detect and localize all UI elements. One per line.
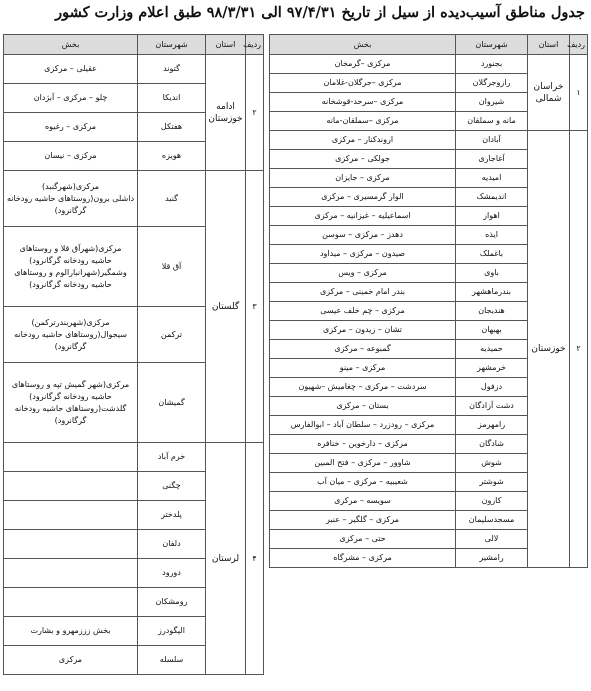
flood-table-left bbox=[3, 34, 264, 675]
county-cell: سلسله bbox=[138, 646, 206, 675]
table-row bbox=[4, 55, 264, 84]
district-cell: بستان – مرکزی bbox=[270, 397, 456, 416]
district-cell: اسماعیلیه – غیزانیه – مرکزی bbox=[270, 207, 456, 226]
table-body bbox=[270, 55, 588, 568]
county-cell: امیدیه bbox=[456, 169, 528, 188]
county-cell: بهبهان bbox=[456, 321, 528, 340]
district-cell: مرکزی – رغیوه bbox=[4, 113, 138, 142]
county-cell: اهواز bbox=[456, 207, 528, 226]
district-cell: بخش زززمهرو و بشارت bbox=[4, 617, 138, 646]
district-cell: حتی – مرکزی bbox=[270, 530, 456, 549]
district-cell: گمبوعه – مرکزی bbox=[270, 340, 456, 359]
county-cell: هویزه bbox=[138, 142, 206, 171]
flood-table-right bbox=[269, 34, 588, 568]
header-county: شهرستان bbox=[456, 35, 528, 55]
county-cell: هندیجان bbox=[456, 302, 528, 321]
district-cell: مرکزی(شهرگنبد) داشلی برون(روستاهای حاشیه رودخانه گرگانرود) bbox=[4, 171, 138, 227]
row-number-cell: ۳ bbox=[246, 171, 264, 443]
county-cell: شوش bbox=[456, 454, 528, 473]
district-cell: اروندکنار – مرکزی bbox=[270, 131, 456, 150]
district-cell: مرکزی(شهرآق قلا و روستاهای حاشیه رودخانه گرگانرود) وشمگیر(شهرانبارالوم و روستاهای حاشیه رودخانه گرگانرود) bbox=[4, 227, 138, 307]
county-cell: رامهرمز bbox=[456, 416, 528, 435]
district-cell bbox=[4, 588, 138, 617]
county-cell: شادگان bbox=[456, 435, 528, 454]
county-cell: چگنی bbox=[138, 472, 206, 501]
province-cell: خراسان شمالی bbox=[528, 55, 570, 131]
district-cell bbox=[4, 443, 138, 472]
district-cell: جولکی – مرکزی bbox=[270, 150, 456, 169]
province-cell: خوزستان bbox=[528, 131, 570, 568]
table-header-row bbox=[4, 35, 264, 55]
county-cell: کارون bbox=[456, 492, 528, 511]
county-cell: الیگودرز bbox=[138, 617, 206, 646]
county-cell: لالی bbox=[456, 530, 528, 549]
county-cell: رامشیر bbox=[456, 549, 528, 568]
province-cell: ادامه خوزستان bbox=[206, 55, 246, 171]
district-cell: مرکزی –سرحد-قوشخانه bbox=[270, 93, 456, 112]
county-cell: شیروان bbox=[456, 93, 528, 112]
row-number-cell: ۲ bbox=[570, 131, 588, 568]
county-cell: حمیدیه bbox=[456, 340, 528, 359]
district-cell: مرکزی – رودزرد – سلطان آباد – ابوالفارس bbox=[270, 416, 456, 435]
county-cell: دزفول bbox=[456, 378, 528, 397]
table-row bbox=[4, 443, 264, 472]
district-cell: مرکزی(شهر گمیش تپه و روستاهای حاشیه رودخانه گرگانرود) گلدشت(روستاهای حاشیه رودخانه گرگانرود) bbox=[4, 363, 138, 443]
district-cell: چلو – مرکزی – آبژدان bbox=[4, 84, 138, 113]
header-district: بخش bbox=[4, 35, 138, 55]
county-cell: خرم آباد bbox=[138, 443, 206, 472]
row-number-cell: ۴ bbox=[246, 443, 264, 675]
header-county: شهرستان bbox=[138, 35, 206, 55]
page-title: جدول مناطق آسیب‌دیده از سیل از تاریخ ۹۷/۴/۳۱ الی ۹۸/۳/۳۱ طبق اعلام وزارت کشور bbox=[55, 4, 585, 21]
table-row bbox=[4, 171, 264, 227]
district-cell bbox=[4, 530, 138, 559]
district-cell: مرکزی – نیسان bbox=[4, 142, 138, 171]
header-province: استان bbox=[206, 35, 246, 55]
district-cell bbox=[4, 559, 138, 588]
county-cell: اندیمشک bbox=[456, 188, 528, 207]
district-cell bbox=[4, 472, 138, 501]
district-cell: مرکزی – دارخوین – خنافره bbox=[270, 435, 456, 454]
county-cell: باغملک bbox=[456, 245, 528, 264]
province-cell: گلستان bbox=[206, 171, 246, 443]
row-number-cell: ۲ bbox=[246, 55, 264, 171]
county-cell: دورود bbox=[138, 559, 206, 588]
district-cell: صیدون – مرکزی – میداود bbox=[270, 245, 456, 264]
district-cell: دهدز – مرکزی – سوسن bbox=[270, 226, 456, 245]
county-cell: گتوند bbox=[138, 55, 206, 84]
district-cell: بندر امام خمینی – مرکزی bbox=[270, 283, 456, 302]
district-cell: مرکزی – جایزان bbox=[270, 169, 456, 188]
district-cell: شعیبیه – مرکزی – میان آب bbox=[270, 473, 456, 492]
district-cell: مرکزی(شهربندرترکمن) سیجوال(روستاهای حاشیه رودخانه گرگانرود) bbox=[4, 307, 138, 363]
county-cell: باوی bbox=[456, 264, 528, 283]
county-cell: پلدختر bbox=[138, 501, 206, 530]
district-cell: سویسه – مرکزی bbox=[270, 492, 456, 511]
county-cell: گمیشان bbox=[138, 363, 206, 443]
county-cell: هفتکل bbox=[138, 113, 206, 142]
district-cell: سردشت – مرکزی – چغامیش –شهیون bbox=[270, 378, 456, 397]
county-cell: رومشکان bbox=[138, 588, 206, 617]
district-cell: مرکزی bbox=[4, 646, 138, 675]
row-number-cell: ۱ bbox=[570, 55, 588, 131]
county-cell: اندیکا bbox=[138, 84, 206, 113]
header-district: بخش bbox=[270, 35, 456, 55]
district-cell: مرکزی –سملقان-مانه bbox=[270, 112, 456, 131]
county-cell: آغاجاری bbox=[456, 150, 528, 169]
county-cell: مانه و سملقان bbox=[456, 112, 528, 131]
district-cell: شاوور – مرکزی – فتح المبین bbox=[270, 454, 456, 473]
county-cell: بندرماهشهر bbox=[456, 283, 528, 302]
table-header-row bbox=[270, 35, 588, 55]
county-cell: خرمشهر bbox=[456, 359, 528, 378]
county-cell: دلفان bbox=[138, 530, 206, 559]
district-cell: مرکزی – مشرگاه bbox=[270, 549, 456, 568]
county-cell: شوشتر bbox=[456, 473, 528, 492]
county-cell: بجنورد bbox=[456, 55, 528, 74]
table-row bbox=[270, 131, 588, 150]
district-cell: مرکزی – ویس bbox=[270, 264, 456, 283]
district-cell bbox=[4, 501, 138, 530]
district-cell: مرکزی – گلگیر – عنبر bbox=[270, 511, 456, 530]
header-province: استان bbox=[528, 35, 570, 55]
county-cell: گنبد bbox=[138, 171, 206, 227]
district-cell: مرکزی –گرمخان bbox=[270, 55, 456, 74]
county-cell: آق قلا bbox=[138, 227, 206, 307]
district-cell: مرکزی – چم خلف عیسی bbox=[270, 302, 456, 321]
district-cell: مرکزی –جرگلان-غلامان bbox=[270, 74, 456, 93]
district-cell: الوار گرمسیری – مرکزی bbox=[270, 188, 456, 207]
header-row-number: ردیف bbox=[570, 35, 588, 55]
header-row-number: ردیف bbox=[246, 35, 264, 55]
county-cell: ترکمن bbox=[138, 307, 206, 363]
county-cell: دشت آزادگان bbox=[456, 397, 528, 416]
province-cell: لرستان bbox=[206, 443, 246, 675]
table-row bbox=[270, 55, 588, 74]
county-cell: مسجدسلیمان bbox=[456, 511, 528, 530]
table-body bbox=[4, 55, 264, 675]
district-cell: مرکزی – مینو bbox=[270, 359, 456, 378]
county-cell: ایذه bbox=[456, 226, 528, 245]
district-cell: عقیلی – مرکزی bbox=[4, 55, 138, 84]
county-cell: آبادان bbox=[456, 131, 528, 150]
district-cell: تشان – زیدون – مرکزی bbox=[270, 321, 456, 340]
county-cell: رازوجرگلان bbox=[456, 74, 528, 93]
